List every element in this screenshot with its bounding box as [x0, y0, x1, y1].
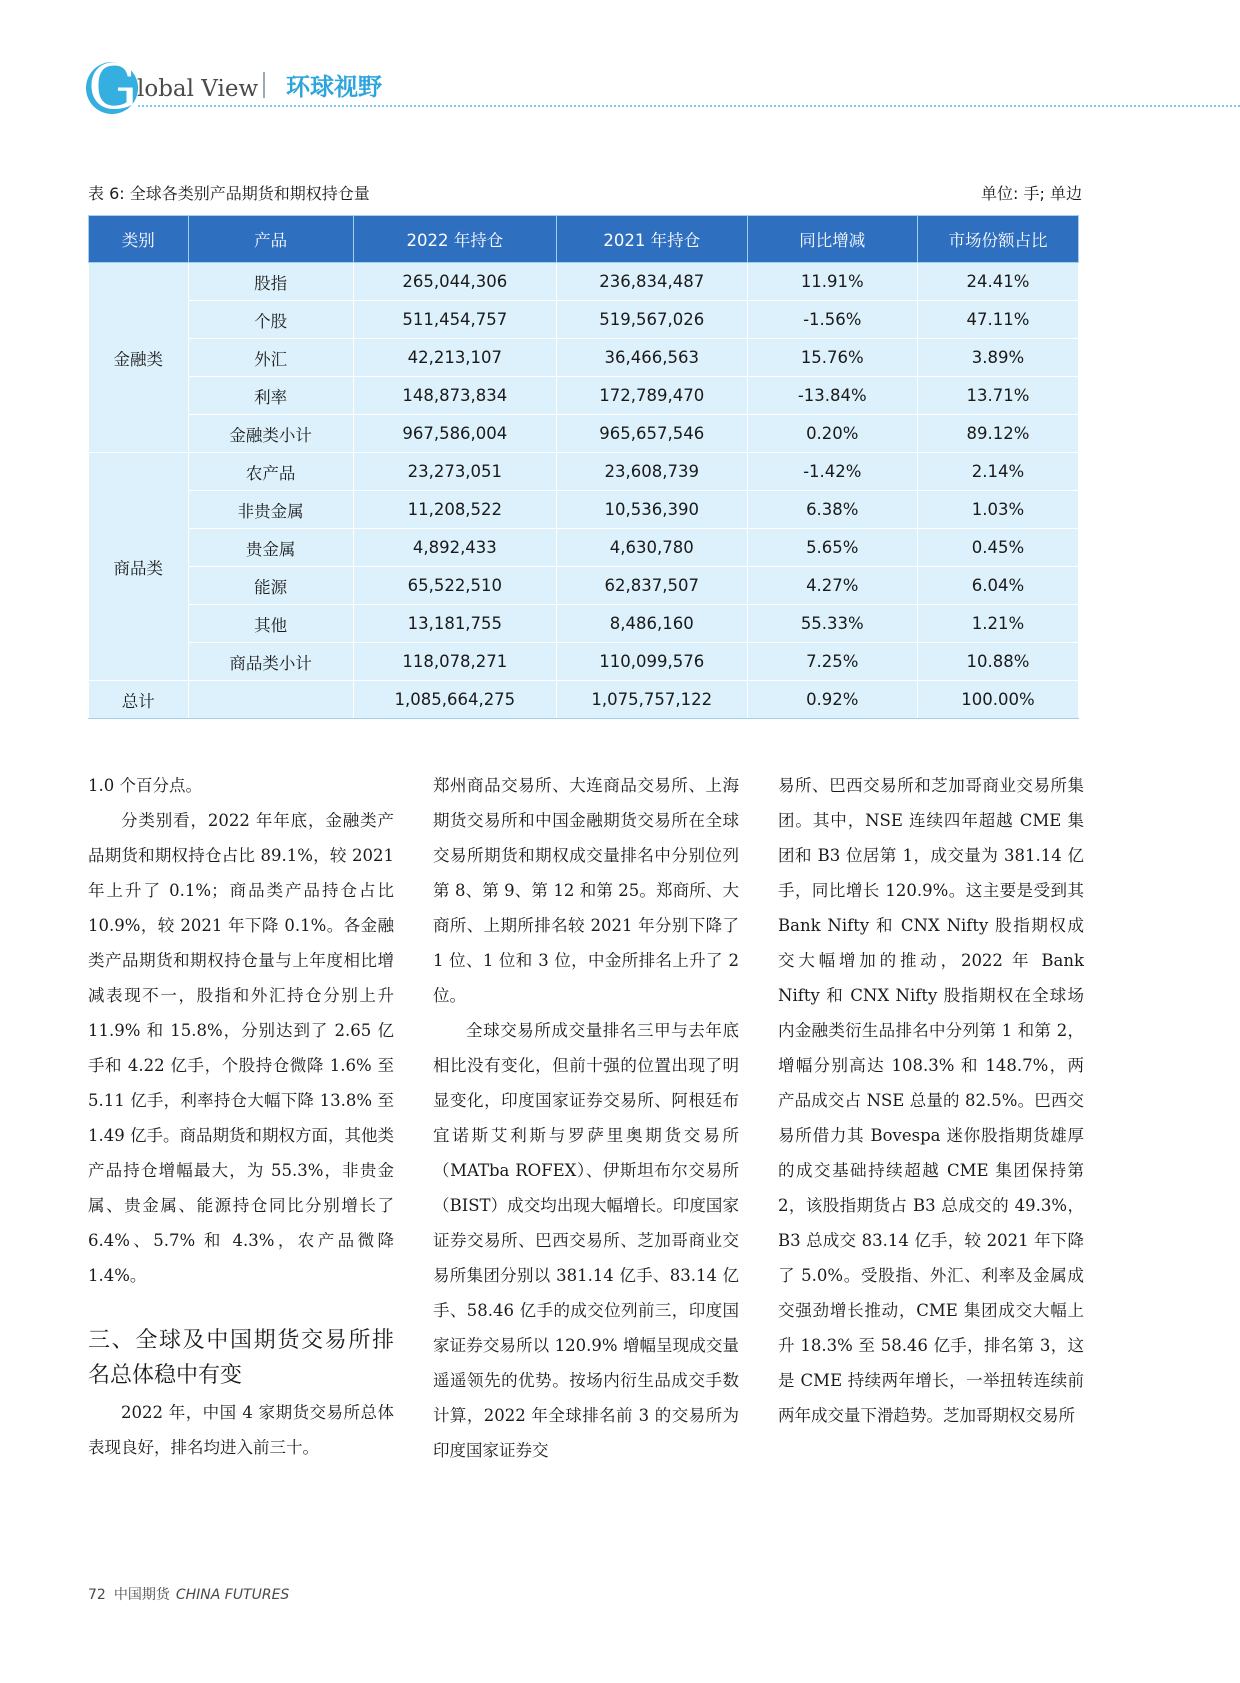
table-cell: -13.84% — [747, 377, 917, 415]
table-cell: 42,213,107 — [353, 339, 556, 377]
table-cell: 0.92% — [747, 681, 917, 719]
paragraph: 郑州商品交易所、大连商品交易所、上海期货交易所和中国金融期货交易所在全球交易所期货和期权成交量排名中分别位列第 8、第 9、第 12 和第 25。郑商所、大商所、上期所排名较 2021 年分别下降了 1 位、1 位和 3 位，中金所排名上升了 2 位。 — [433, 776, 739, 1005]
table-cell: 100.00% — [918, 681, 1079, 719]
table-total-row — [89, 681, 1079, 719]
table-cell: 965,657,546 — [556, 415, 747, 453]
table-cell: 6.38% — [747, 491, 917, 529]
table-cell: 11.91% — [747, 263, 917, 301]
table-cell: 个股 — [188, 301, 353, 339]
table-cell: 贵金属 — [188, 529, 353, 567]
table-cell: 4.27% — [747, 567, 917, 605]
table-cell: 36,466,563 — [556, 339, 747, 377]
table-row — [89, 491, 1079, 529]
magazine-name-en: CHINA FUTURES — [175, 1587, 290, 1603]
category-cell: 商品类 — [89, 453, 189, 681]
brand-title: lobal View — [137, 76, 259, 102]
paragraph: 2022 年，中国 4 家期货交易所总体表现良好，排名均进入前三十。 — [88, 1403, 394, 1457]
header-2021: 2021 年持仓 — [556, 216, 747, 263]
table-cell: 2.14% — [918, 453, 1079, 491]
page-number: 72 — [88, 1587, 106, 1603]
table-cell: 6.04% — [918, 567, 1079, 605]
table-row — [89, 529, 1079, 567]
table-row — [89, 415, 1079, 453]
table-cell: 10,536,390 — [556, 491, 747, 529]
table-cell: 148,873,834 — [353, 377, 556, 415]
table-cell: 0.45% — [918, 529, 1079, 567]
magazine-name-cn: 中国期货 — [113, 1587, 170, 1603]
table-cell: 519,567,026 — [556, 301, 747, 339]
category-cell: 金融类 — [89, 263, 189, 453]
header-product: 产品 — [188, 216, 353, 263]
table-row — [89, 339, 1079, 377]
paragraph: 全球交易所成交量排名三甲与去年底相比没有变化，但前十强的位置出现了明显变化，印度国家证券交易所、阿根廷布宜诺斯艾利斯与罗萨里奥期货交易所（MATba ROFEX）、伊斯坦布尔交易所（BIST）成交均出现大幅增长。印度国家证券交易所、巴西交易所、芝加哥商业交易所集团分别以 381.14 亿手、83.14 亿手、58.46 亿手的成交位列前三，印度国家证券交易所以 120.9% 增幅呈现成交量遥遥领先的优势。按场内衍生品成交手数计算，2022 年全球排名前 3 的交易所为印度国家证券交 — [433, 1021, 739, 1460]
table-cell: -1.42% — [747, 453, 917, 491]
table-cell: 1.03% — [918, 491, 1079, 529]
table-cell: 15.76% — [747, 339, 917, 377]
table-cell: 62,837,507 — [556, 567, 747, 605]
table-row — [89, 263, 1079, 301]
header-yoy: 同比增减 — [747, 216, 917, 263]
table-cell: 55.33% — [747, 605, 917, 643]
table-cell: 89.12% — [918, 415, 1079, 453]
section-title: 环球视野 — [286, 73, 382, 101]
table-cell: 股指 — [188, 263, 353, 301]
table-caption: 表 6: 全球各类别产品期货和期权持仓量 — [88, 184, 370, 203]
brand-separator — [263, 72, 265, 98]
table-row — [89, 567, 1079, 605]
table-cell: 其他 — [188, 605, 353, 643]
table-cell: 1.21% — [918, 605, 1079, 643]
table-cell: 24.41% — [918, 263, 1079, 301]
table-cell: 23,608,739 — [556, 453, 747, 491]
table-cell: 外汇 — [188, 339, 353, 377]
table-cell: 利率 — [188, 377, 353, 415]
table-cell: 1,075,757,122 — [556, 681, 747, 719]
table-row — [89, 605, 1079, 643]
table-cell: 5.65% — [747, 529, 917, 567]
table-cell — [188, 681, 353, 719]
table-cell: 13.71% — [918, 377, 1079, 415]
table-cell: 265,044,306 — [353, 263, 556, 301]
table-cell: 7.25% — [747, 643, 917, 681]
table-cell: -1.56% — [747, 301, 917, 339]
paragraph: 分类别看，2022 年年底，金融类产品期货和期权持仓占比 89.1%，较 2021 年上升了 0.1%；商品类产品持仓占比 10.9%，较 2021 年下降 0.1%。各金融类产品期货和期权持仓量与上年度相比增减表现不一，股指和外汇持仓分别上升 11.9% 和 15.8%，分别达到了 2.65 亿手和 4.22 亿手，个股持仓微降 1.6% 至 5.11 亿手，利率持仓大幅下降 13.8% 至 1.49 亿手。商品期货和期权方面，其他类产品持仓增幅最大，为 55.3%，非贵金属、贵金属、能源持仓同比分别增长了 6.4%、5.7% 和 4.3%，农产品微降 1.4%。 — [88, 811, 394, 1285]
table-cell: 511,454,757 — [353, 301, 556, 339]
table-cell: 农产品 — [188, 453, 353, 491]
table-cell: 236,834,487 — [556, 263, 747, 301]
table-row — [89, 301, 1079, 339]
table-cell: 23,273,051 — [353, 453, 556, 491]
text-column-1 — [88, 768, 394, 1465]
table-cell: 非贵金属 — [188, 491, 353, 529]
table-cell: 47.11% — [918, 301, 1079, 339]
paragraph: 1.0 个百分点。 — [88, 776, 202, 795]
table-cell: 能源 — [188, 567, 353, 605]
table-cell: 4,892,433 — [353, 529, 556, 567]
table-cell: 967,586,004 — [353, 415, 556, 453]
table-cell: 金融类小计 — [188, 415, 353, 453]
table-cell: 总计 — [89, 681, 189, 719]
table-cell: 8,486,160 — [556, 605, 747, 643]
table-cell: 4,630,780 — [556, 529, 747, 567]
table-cell: 商品类小计 — [188, 643, 353, 681]
header-2022: 2022 年持仓 — [353, 216, 556, 263]
text-column-3 — [778, 768, 1084, 1433]
header-share: 市场份额占比 — [918, 216, 1079, 263]
header-divider — [138, 105, 1240, 107]
header-category: 类别 — [89, 216, 189, 263]
page-footer — [88, 1585, 289, 1605]
table-cell: 65,522,510 — [353, 567, 556, 605]
table-cell: 118,078,271 — [353, 643, 556, 681]
table-cell: 0.20% — [747, 415, 917, 453]
table-cell: 10.88% — [918, 643, 1079, 681]
holdings-table — [88, 215, 1079, 719]
table-cell: 3.89% — [918, 339, 1079, 377]
table-cell: 172,789,470 — [556, 377, 747, 415]
paragraph: 易所、巴西交易所和芝加哥商业交易所集团。其中，NSE 连续四年超越 CME 集团和 B3 位居第 1，成交量为 381.14 亿手，同比增长 120.9%。这主要是受到其 Bank Nifty 和 CNX Nifty 股指期权成交大幅增加的推动，2022 年 Bank Nifty 和 CNX Nifty 股指期权在全球场内金融类衍生品排名中分列第 1 和第 2，增幅分别高达 108.3% 和 148.7%，两产品成交占 NSE 总量的 82.5%。巴西交易所借力其 Bovespa 迷你股指期货雄厚的成交基础持续超越 CME 集团保持第 2，该股指期货占 B3 总成交的 49.3%，B3 总成交 83.14 亿手，较 2021 年下降了 5.0%。受股指、外汇、利率及金属成交强劲增长推动，CME 集团成交大幅上升 18.3% 至 58.46 亿手，排名第 3，这是 CME 持续两年增长，一举扭转连续前两年成交量下滑趋势。芝加哥期权交易所 — [778, 776, 1084, 1425]
text-column-2 — [433, 768, 739, 1468]
table-row — [89, 453, 1079, 491]
table-cell: 1,085,664,275 — [353, 681, 556, 719]
section-heading: 三、全球及中国期货交易所排名总体稳中有变 — [88, 1328, 394, 1388]
table-row — [89, 377, 1079, 415]
table-row — [89, 643, 1079, 681]
table-cell: 13,181,755 — [353, 605, 556, 643]
table-cell: 11,208,522 — [353, 491, 556, 529]
table-cell: 110,099,576 — [556, 643, 747, 681]
table-header-row — [89, 216, 1079, 263]
logo-initial: G — [88, 50, 138, 123]
table-unit: 单位: 手; 单边 — [981, 184, 1082, 203]
